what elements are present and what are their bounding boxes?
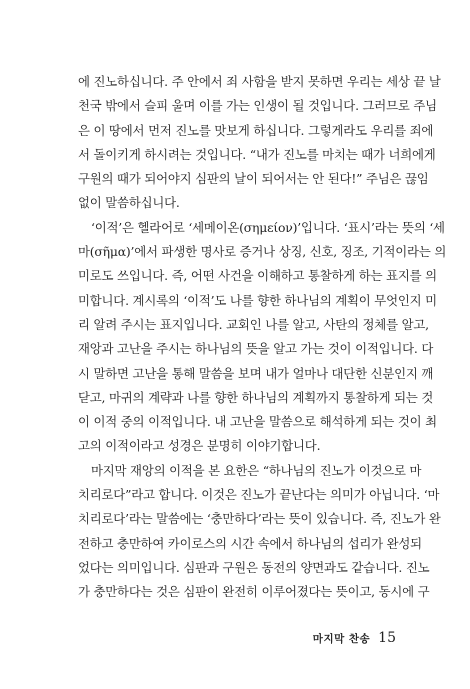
text-line: 시 말하면 고난을 통해 말씀을 보며 내가 얼마나 대단한 신분인지 깨: [78, 365, 434, 381]
text-line: ‘이적’은 헬라어로 ‘세메이온(σημείον)’입니다. ‘표시’라는 뜻의 ‘세: [91, 219, 445, 235]
running-title: 마지막 찬송: [312, 633, 371, 645]
text-line: 닫고, 마귀의 계략과 나를 향한 하나님의 계획까지 통찰하게 되는 것: [78, 389, 434, 405]
paragraph: [78, 70, 441, 216]
text-line: 서 돌이키게 하시려는 것입니다. “내가 진노를 마치는 때가 너희에게: [78, 146, 436, 162]
paragraph: [78, 216, 447, 459]
page-footer: [313, 630, 396, 646]
page-number: 15: [378, 630, 396, 646]
text-line: 리 알려 주시는 표지입니다. 교회인 나를 알고, 사탄의 정체를 알고,: [78, 316, 429, 332]
text-line: 었다는 의미입니다. 심판과 구원은 동전의 양면과도 같습니다. 진노: [78, 559, 430, 575]
text-line: 치리로다’라는 말씀에는 ‘충만하다’라는 뜻이 있습니다. 즉, 진노가 완: [78, 511, 441, 527]
text-line: 미로도 쓰입니다. 즉, 어떤 사건을 이해하고 통찰하게 하는 표지를 의: [78, 268, 437, 284]
text-line: 미합니다. 계시록의 ‘이적’도 나를 향한 하나님의 계획이 무엇인지 미: [78, 292, 437, 308]
text-line: 마지막 재앙의 이적을 본 요한은 “하나님의 진노가 이것으로 마: [91, 462, 422, 478]
text-line: 재앙과 고난을 주시는 하나님의 뜻을 알고 가는 것이 이적입니다. 다: [78, 341, 434, 357]
text-line: 고의 이적이라고 성경은 분명히 이야기합니다.: [78, 438, 321, 454]
paragraph: [78, 459, 441, 605]
text-line: 은 이 땅에서 먼저 진노를 맛보게 하십니다. 그렇게라도 우리를 죄에: [78, 122, 434, 138]
text-line: 마(σῆμα)’에서 파생한 명사로 증거나 상징, 신호, 징조, 기적이라는 의: [78, 244, 447, 260]
text-line: 치리로다”라고 합니다. 이것은 진노가 끝난다는 의미가 아닙니다. ‘마: [78, 487, 440, 503]
text-line: 천국 밖에서 슬피 울며 이를 가는 인생이 될 것입니다. 그러므로 주님: [78, 98, 437, 114]
text-line: 없이 말씀하십니다.: [78, 195, 180, 211]
text-line: 이 이적 중의 이적입니다. 내 고난을 말씀으로 해석하게 되는 것이 최: [78, 414, 437, 430]
body-text: [78, 70, 447, 605]
text-line: 가 충만하다는 것은 심판이 완전히 이루어졌다는 뜻이고, 동시에 구: [78, 584, 430, 600]
text-line: 에 진노하십니다. 주 안에서 죄 사함을 받지 못하면 우리는 세상 끝 날: [78, 74, 441, 89]
text-line: 전하고 충만하여 카이로스의 시간 속에서 하나님의 섭리가 완성되: [78, 535, 422, 551]
text-line: 구원의 때가 되어야지 심판의 날이 되어서는 안 된다!” 주님은 끊임: [78, 171, 429, 187]
